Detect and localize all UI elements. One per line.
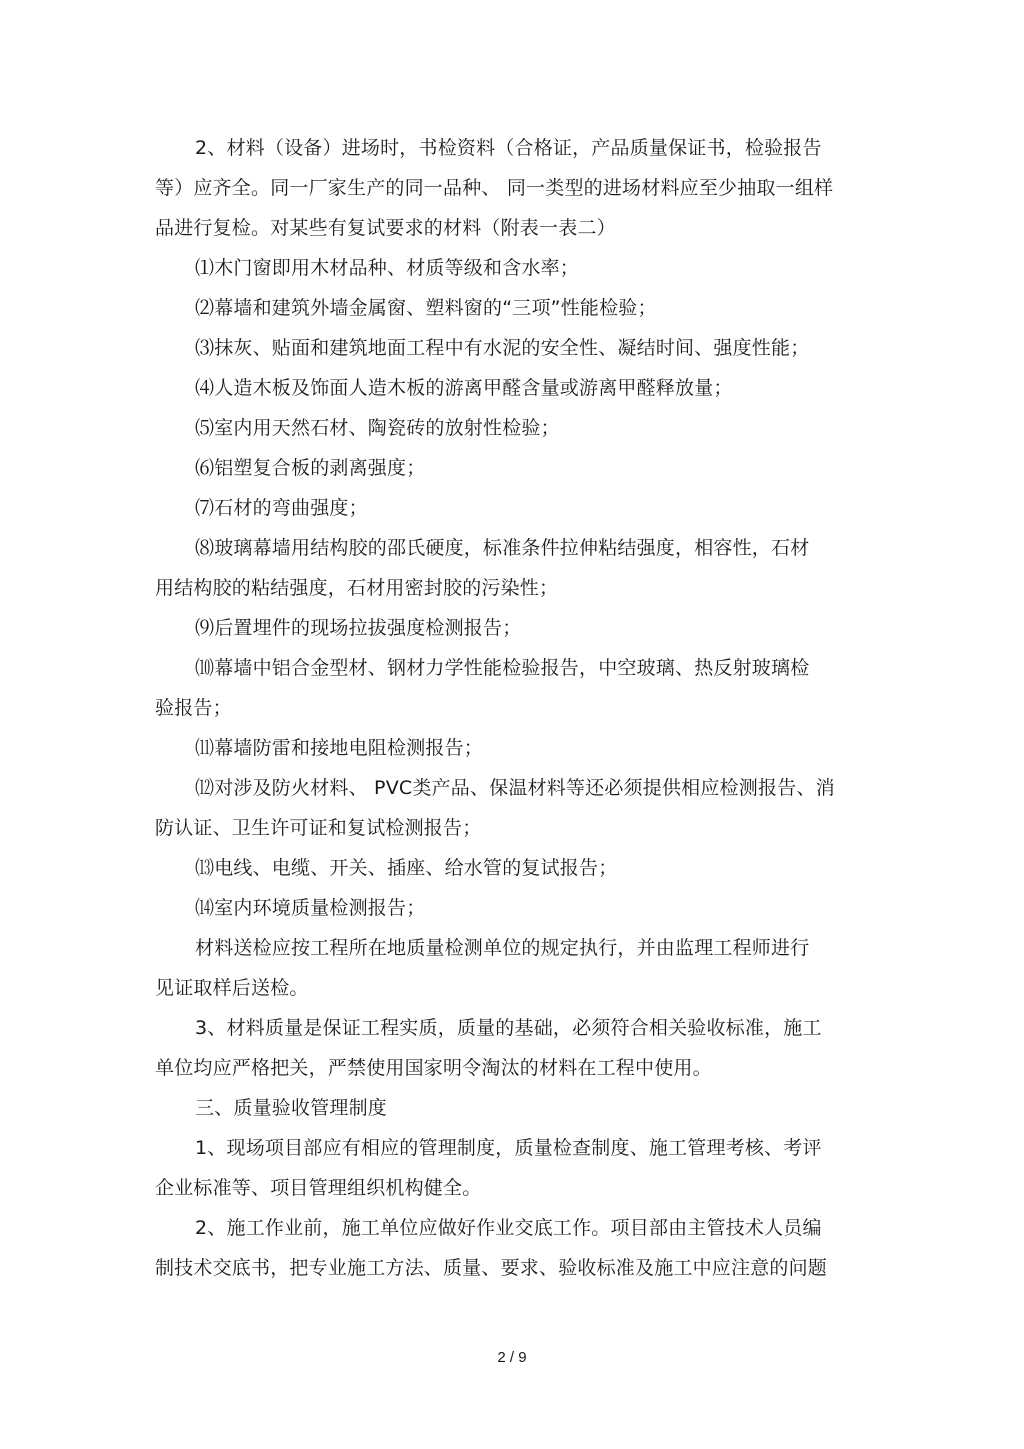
text-line: ⑽幕墙中铝合金型材、钢材力学性能检验报告，中空玻璃、热反射玻璃检: [195, 657, 810, 679]
page-number: 2 / 9: [497, 1349, 527, 1366]
text-line: ⑼后置埋件的现场拉拔强度检测报告；: [195, 617, 522, 639]
text-line: 品进行复检。对某些有复试要求的材料（附表一表二）: [155, 217, 616, 239]
text-line: 等）应齐全。同一厂家生产的同一品种、 同一类型的进场材料应至少抽取一组样: [155, 177, 834, 199]
text-line: 2、施工作业前，施工单位应做好作业交底工作。项目部由主管技术人员编: [195, 1217, 822, 1239]
text-line: ⒀电线、电缆、开关、插座、给水管的复试报告；: [195, 857, 618, 879]
text-line: 2、材料（设备）进场时，书检资料（合格证，产品质量保证书，检验报告: [195, 137, 822, 159]
text-line: ⑶抹灰、贴面和建筑地面工程中有水泥的安全性、凝结时间、强度性能；: [195, 337, 810, 359]
text-line: ⒁室内环境质量检测报告；: [195, 897, 426, 919]
text-line: ⑿对涉及防火材料、 PVC类产品、保温材料等还必须提供相应检测报告、消: [195, 777, 835, 799]
text-line: 三、质量验收管理制度: [195, 1097, 388, 1119]
text-line: 单位均应严格把关，严禁使用国家明令淘汰的材料在工程中使用。: [155, 1057, 712, 1079]
text-line: ⑷人造木板及饰面人造木板的游离甲醛含量或游离甲醛释放量；: [195, 377, 733, 399]
text-line: ⑾幕墙防雷和接地电阻检测报告；: [195, 737, 484, 759]
text-line: ⑻玻璃幕墙用结构胶的邵氏硬度，标准条件拉伸粘结强度，相容性，石材: [195, 537, 810, 559]
text-line: 1、现场项目部应有相应的管理制度，质量检查制度、施工管理考核、考评: [195, 1137, 822, 1159]
text-line: ⑸室内用天然石材、陶瓷砖的放射性检验；: [195, 417, 560, 439]
document-body: [155, 128, 845, 1288]
text-line: 3、材料质量是保证工程实质，质量的基础，必须符合相关验收标准，施工: [195, 1017, 822, 1039]
text-line: ⑺石材的弯曲强度；: [195, 497, 368, 519]
text-line: 企业标准等、项目管理组织机构健全。: [155, 1177, 482, 1199]
text-line: ⑵幕墙和建筑外墙金属窗、塑料窗的“三项”性能检验；: [195, 297, 657, 319]
text-line: ⑴木门窗即用木材品种、材质等级和含水率；: [195, 257, 580, 279]
text-line: 见证取样后送检。: [155, 977, 309, 999]
text-line: 验报告；: [155, 697, 232, 719]
text-line: 材料送检应按工程所在地质量检测单位的规定执行，并由监理工程师进行: [195, 937, 810, 959]
text-line: 用结构胶的粘结强度，石材用密封胶的污染性；: [155, 577, 559, 599]
text-line: ⑹铝塑复合板的剥离强度；: [195, 457, 426, 479]
text-line: 防认证、卫生许可证和复试检测报告；: [155, 817, 482, 839]
text-line: 制技术交底书，把专业施工方法、质量、要求、验收标准及施工中应注意的问题: [155, 1257, 828, 1279]
